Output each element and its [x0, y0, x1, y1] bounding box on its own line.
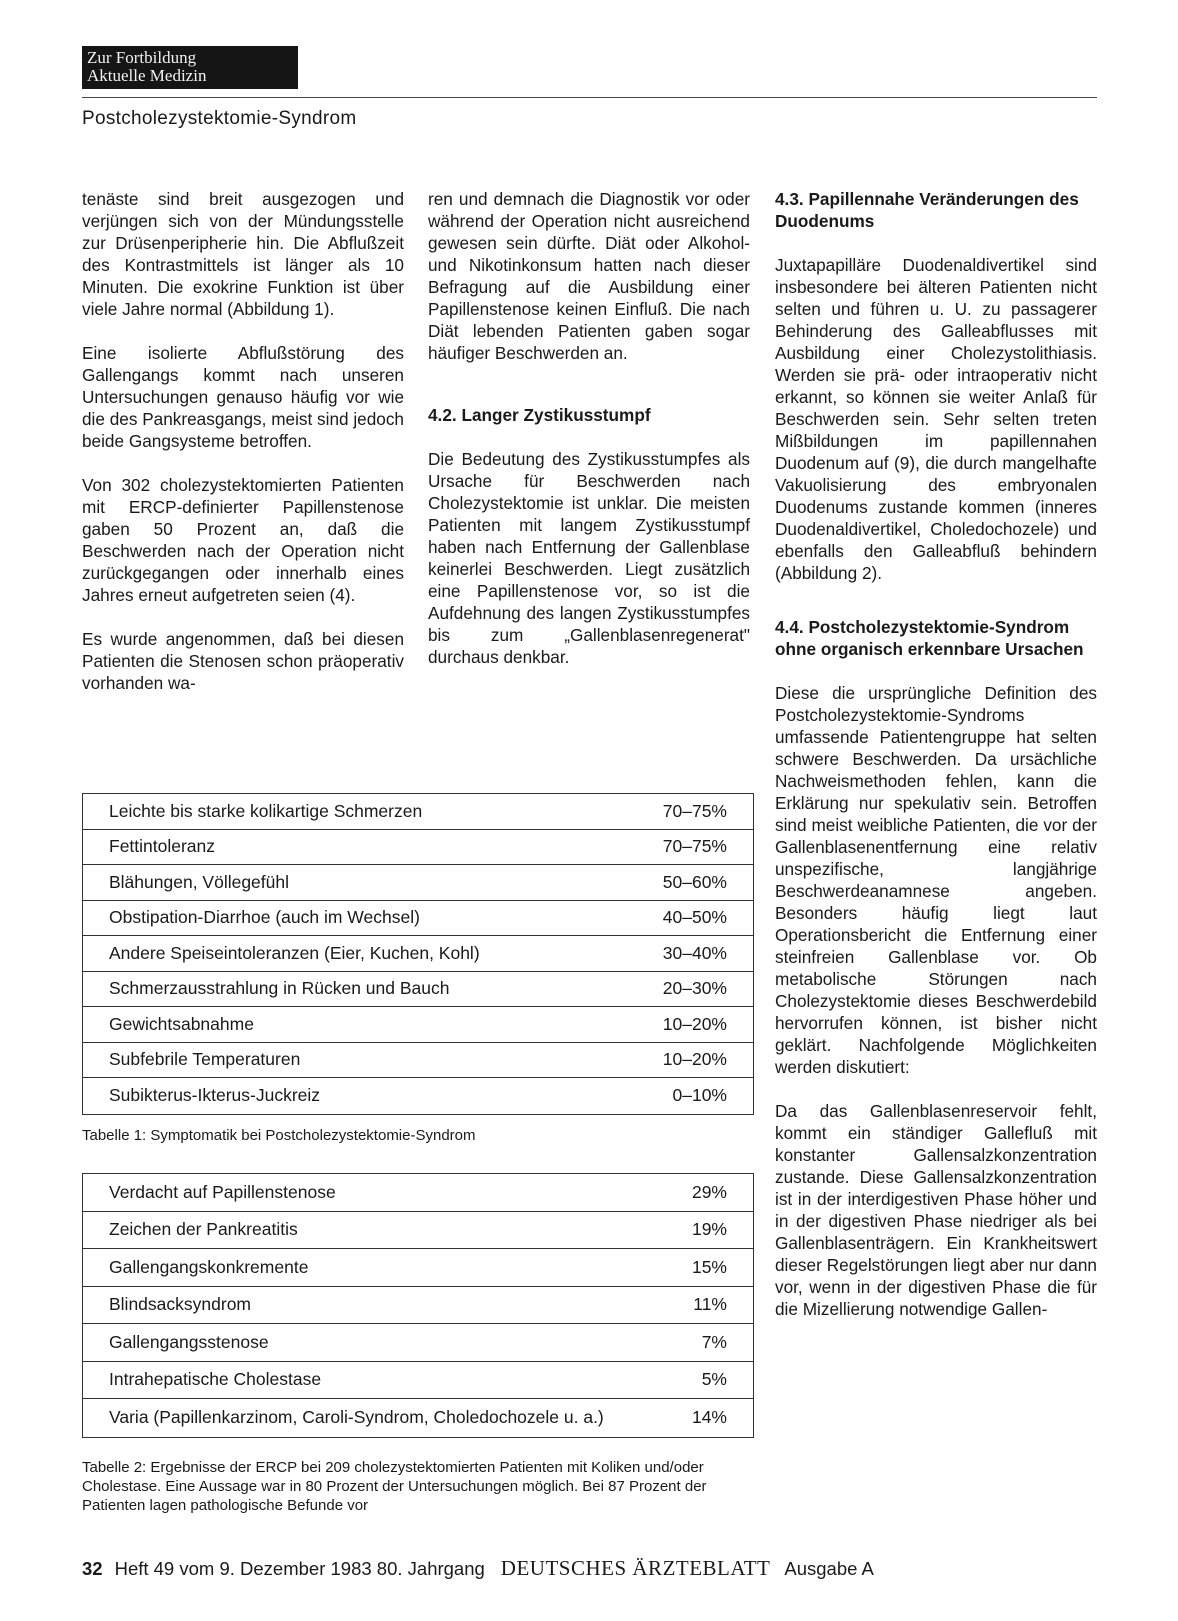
row-label: Gallengangsstenose — [109, 1331, 269, 1352]
row-label: Leichte bis starke kolikartige Schmerzen — [109, 800, 423, 821]
row-label: Gewichtsabnahme — [109, 1013, 254, 1034]
row-value: 7% — [701, 1331, 727, 1352]
row-value: 20–30% — [662, 978, 727, 999]
ercp-results-table — [82, 1173, 754, 1438]
row-label: Subikterus-Ikterus-Juckreiz — [109, 1085, 321, 1106]
page-number: 32 — [82, 1558, 103, 1579]
table-row — [83, 936, 753, 972]
row-label: Blähungen, Völlegefühl — [109, 871, 290, 892]
paragraph: Diese die ursprüngliche Definition des Postcholezystektomie-Syndroms umfassende Patientengruppe hat selten schwere Beschwerden. Da ursächliche Nachweismethoden fehlen, kann die Erklärung nur spekulativ sein. Betroffen sind meist weibliche Patienten, die vor der Gallenblasenentfernung eine relativ unspezifische, langjährige Beschwerdeanamnese angeben. Besonders häufig liegt laut Operationsbericht die Entfernung einer steinfreien Gallenblase vor. Ob metabolische Störungen nach Cholezystektomie dieses Beschwerdebild hervorrufen können, ist bisher nicht geklärt. Nachfolgende Möglichkeiten werden diskutiert: — [775, 683, 1097, 1077]
table-row — [83, 1043, 753, 1079]
row-value: 5% — [701, 1369, 727, 1390]
paragraph: Juxtapapilläre Duodenaldivertikel sind insbesondere bei älteren Patienten nicht selten und führen u. U. zu passagerer Behinderung des Galleabflusses mit Ausbildung einer Cholezystolithiasis. Werden sie prä- oder intraoperativ nicht erkannt, so können sie weiter Anlaß für Beschwerden sein. Sehr selten treten Mißbildungen im papillennahen Duodenum auf (9), die durch mangelhafte Vakuolisierung des embryonalen Duodenums zustande kommen (inneres Duodenaldivertikel, Choledochozele) und ebenfalls den Galleabfluß behindern (Abbildung 2). — [775, 255, 1097, 583]
row-label: Varia (Papillenkarzinom, Caroli-Syndrom, Choledochozele u. a.) — [109, 1407, 604, 1428]
row-label: Intrahepatische Cholestase — [109, 1369, 322, 1390]
page-footer — [82, 1556, 874, 1581]
row-value: 70–75% — [662, 836, 727, 857]
table-row — [83, 972, 753, 1008]
table-row — [83, 794, 753, 830]
edition-label: Ausgabe A — [784, 1558, 874, 1579]
table-row — [83, 1324, 753, 1362]
row-value: 50–60% — [662, 871, 727, 892]
row-value: 10–20% — [662, 1049, 727, 1070]
row-value: 0–10% — [672, 1085, 727, 1106]
row-value: 11% — [693, 1294, 727, 1315]
row-value: 40–50% — [662, 907, 727, 928]
row-label: Andere Speiseintoleranzen (Eier, Kuchen, Kohl) — [109, 942, 480, 963]
row-value: 70–75% — [662, 800, 727, 821]
section-heading: 4.3. Papillennahe Veränderungen des Duodenums — [775, 189, 1079, 231]
table-row — [83, 1249, 753, 1287]
paragraph: Da das Gallenblasenreservoir fehlt, kommt ein ständiger Gallefluß mit konstanter Gallensalzkonzentration zustande. Diese Gallensalzkonzentration ist in der interdigestiven Phase höher und in der digestiven Phase niedriger als bei Gallenblasenträgern. Ein Krankheitswert dieser Regelstörungen liegt aber nur dann vor, wenn in der digestiven Phase die für die Mizellierung notwendige Gallen- — [775, 1101, 1097, 1319]
table-row — [83, 1174, 753, 1212]
row-value: 15% — [691, 1256, 727, 1277]
row-label: Obstipation-Diarrhoe (auch im Wechsel) — [109, 907, 420, 928]
header-rule — [82, 97, 1097, 98]
table-1-caption: Tabelle 1: Symptomatik bei Postcholezystektomie-Syndrom — [82, 1127, 476, 1144]
row-value: 30–40% — [662, 942, 727, 963]
journal-name: DEUTSCHES ÄRZTEBLATT — [500, 1556, 771, 1580]
paragraph: Eine isolierte Abflußstörung des Gallengangs kommt nach unseren Untersuchungen genauso häufig vor wie die des Pankreasgangs, meist sind jedoch beide Gangsysteme betroffen. — [82, 343, 404, 451]
table-row — [83, 830, 753, 866]
row-label: Fettintoleranz — [109, 836, 216, 857]
section-heading: 4.4. Postcholezystektomie-Syndrom ohne organisch erkennbare Ursachen — [775, 617, 1084, 659]
row-label: Gallengangskonkremente — [109, 1256, 309, 1277]
row-value: 10–20% — [662, 1013, 727, 1034]
table-2-caption: Tabelle 2: Ergebnisse der ERCP bei 209 cholezystektomierten Patienten mit Koliken und/oder Cholestase. Eine Aussage war in 80 Prozent der Untersuchungen möglich. Bei 87 Prozent der Patienten lagen pathologische Befunde vor — [82, 1459, 707, 1514]
table-row — [83, 865, 753, 901]
table-row — [83, 1399, 753, 1437]
table-row — [83, 1287, 753, 1325]
table-row — [83, 1007, 753, 1043]
section-heading: 4.2. Langer Zystikusstumpf — [428, 405, 651, 425]
row-value: 29% — [691, 1181, 727, 1202]
row-label: Verdacht auf Papillenstenose — [109, 1181, 336, 1202]
row-value: 19% — [691, 1219, 727, 1240]
table-row — [83, 901, 753, 937]
running-head: Postcholezystektomie-Syndrom — [82, 108, 357, 129]
badge-line-1: Zur Fortbildung — [87, 48, 197, 67]
paragraph: Von 302 cholezystektomierten Patienten mit ERCP-definierter Papillenstenose gaben 50 Prozent an, daß die Beschwerden nach der Operation nicht zurückgegangen oder innerhalb eines Jahres erneut aufgetreten seien (4). — [82, 475, 404, 605]
row-value: 14% — [691, 1407, 727, 1428]
row-label: Blindsacksyndrom — [109, 1294, 251, 1315]
text-column-3 — [775, 188, 1097, 1320]
table-row — [83, 1362, 753, 1400]
row-label: Zeichen der Pankreatitis — [109, 1219, 298, 1240]
table-row — [83, 1078, 753, 1114]
row-label: Subfebrile Temperaturen — [109, 1049, 301, 1070]
paragraph: tenäste sind breit ausgezogen und verjüngen sich von der Mündungsstelle zur Drüsenperipherie hin. Die Abflußzeit des Kontrastmittels ist länger als 10 Minuten. Die exokrine Funktion ist über viele Jahre normal (Abbildung 1). — [82, 189, 404, 319]
row-label: Schmerzausstrahlung in Rücken und Bauch — [109, 978, 450, 999]
paragraph: Es wurde angenommen, daß bei diesen Patienten die Stenosen schon präoperativ vorhanden wa- — [82, 629, 404, 693]
issue-info: Heft 49 vom 9. Dezember 1983 80. Jahrgang — [114, 1558, 485, 1579]
section-badge — [82, 46, 298, 89]
symptom-table — [82, 793, 754, 1115]
paragraph: ren und demnach die Diagnostik vor oder während der Operation nicht ausreichend gewesen sein dürfte. Diät oder Alkohol- und Nikotinkonsum hatten nach dieser Befragung auf die Ausbildung einer Papillenstenose keinen Einfluß. Die nach Diät lebenden Patienten gaben sogar häufiger Beschwerden an. — [428, 189, 750, 363]
table-row — [83, 1212, 753, 1250]
text-column-2 — [428, 188, 750, 668]
text-column-1 — [82, 188, 404, 694]
badge-line-2: Aktuelle Medizin — [87, 66, 207, 85]
paragraph: Die Bedeutung des Zystikusstumpfes als Ursache für Beschwerden nach Cholezystektomie ist unklar. Die meisten Patienten mit langem Zystikusstumpf haben nach Entfernung der Gallenblase keinerlei Beschwerden. Liegt zusätzlich eine Papillenstenose vor, so ist die Aufdehnung des langen Zystikusstumpfes bis zum „Gallenblasenregenerat" durchaus denkbar. — [428, 449, 750, 667]
